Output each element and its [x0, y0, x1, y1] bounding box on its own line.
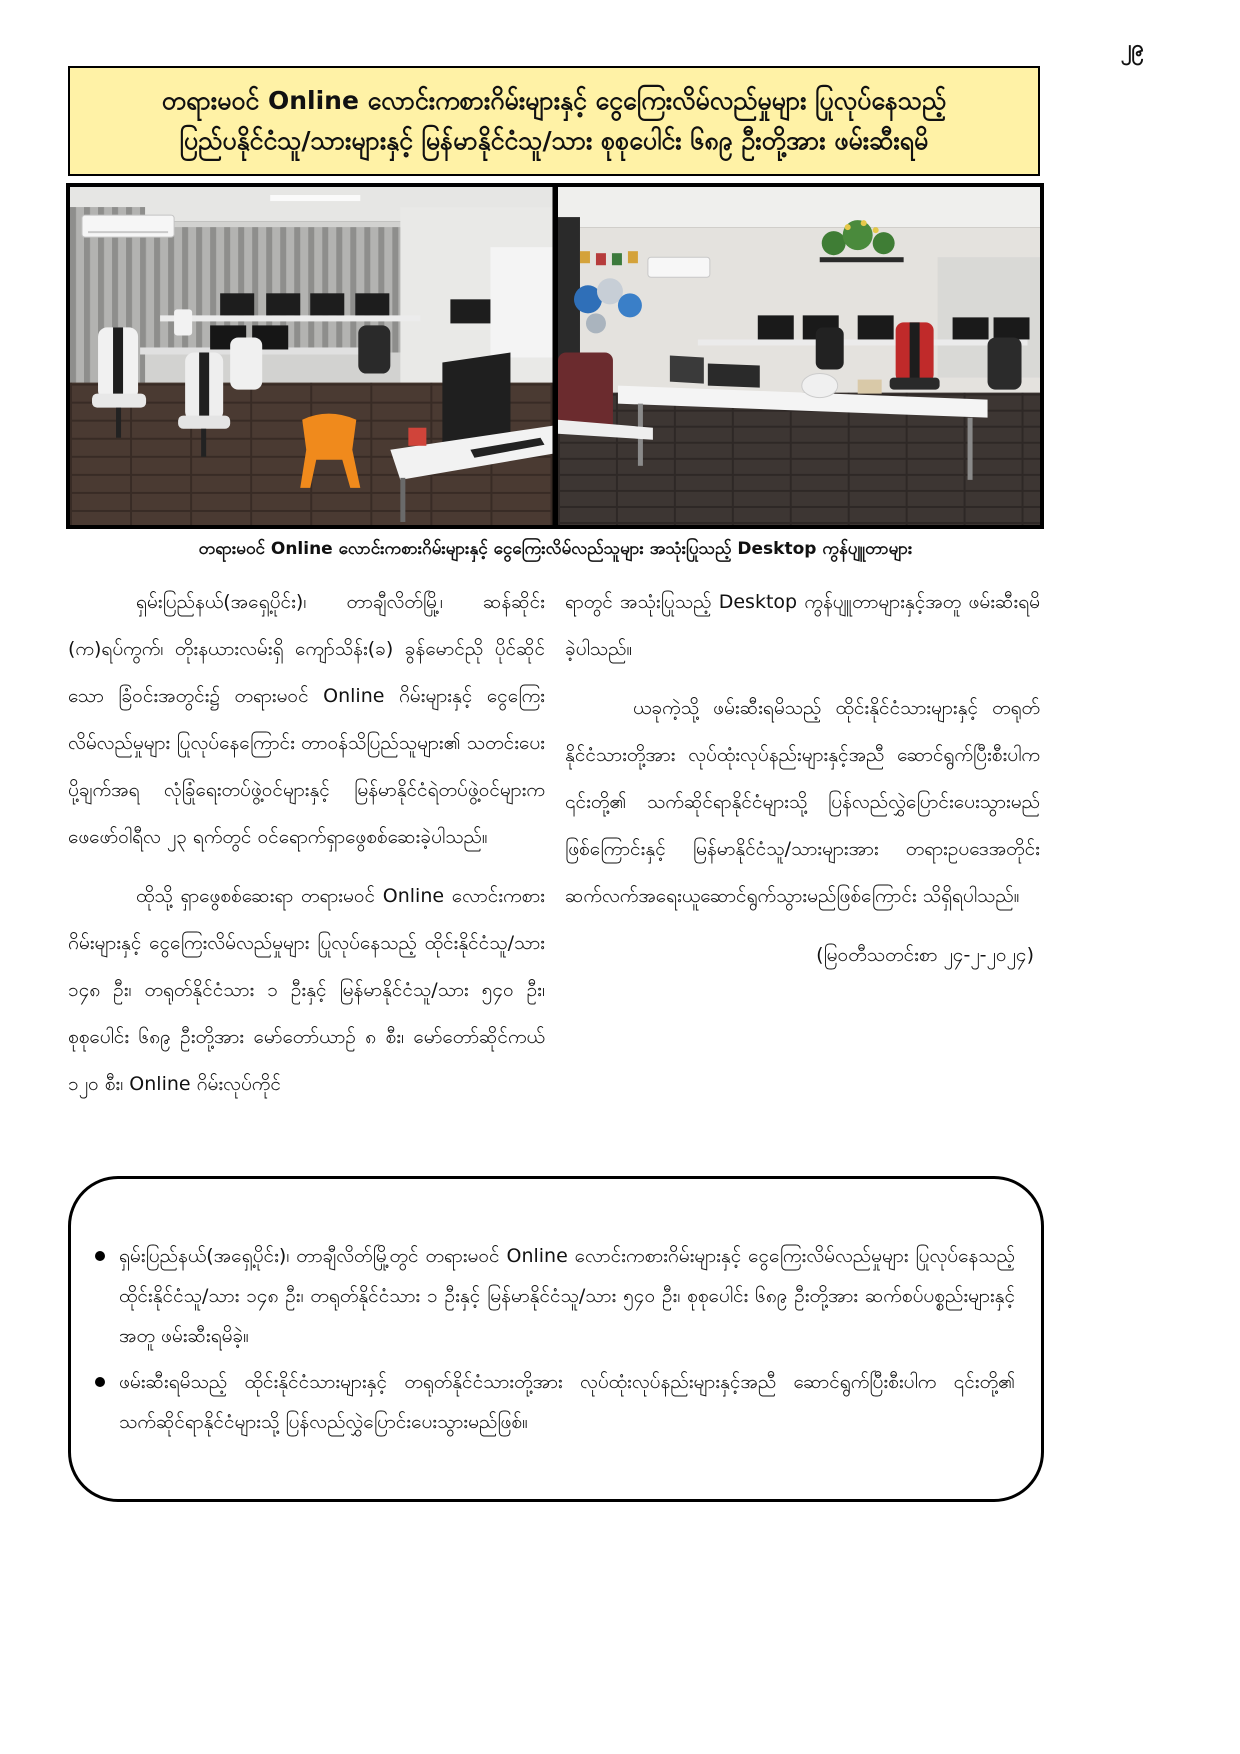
summary-box: [68, 1176, 1044, 1502]
balloon: [617, 293, 641, 317]
chair-stripe: [113, 327, 123, 399]
chair-backrest: [358, 325, 390, 373]
window: [490, 247, 552, 357]
monitor: [757, 315, 793, 339]
plant: [872, 232, 894, 254]
article-right-column: [565, 579, 1040, 1169]
article-left-column: [68, 579, 545, 1169]
summary-item: [95, 1362, 1015, 1442]
air-conditioner-vent: [88, 231, 168, 233]
chair-base: [116, 408, 121, 438]
headline-line-1: တရားမဝင် Online လောင်းကစားဂိမ်းများနှင့် ငွေကြေးလိမ်လည်မှုများ ပြုလုပ်နေသည့်: [161, 86, 947, 115]
headline-box: [68, 66, 1040, 176]
article-paragraph: ရှမ်းပြည်နယ်(အရှေ့ပိုင်း)၊ တာချီလိတ်မြို့၊ ဆန်ဆိုင်း (က)ရပ်ကွက်၊ တိုးနယားလမ်းရှိ ကျော်သိန်း(ခ) ခွန်မောင်ညို ပိုင်ဆိုင်သော ခြံဝင်းအတွင်း၌ တရားမဝင် Online ဂိမ်းများနှင့် ငွေကြေးလိမ်လည်မှုများ ပြုလုပ်နေကြောင်း တာဝန်သိပြည်သူများ၏ သတင်းပေးပို့ချက်အရ လုံခြုံရေးတပ်ဖွဲ့ဝင်များနှင့် မြန်မာနိုင်ငံရဲတပ်ဖွဲ့ဝင်များက ဖေဖော်ဝါရီလ ၂၃ ရက်တွင် ဝင်ရောက်ရှာဖွေစစ်ဆေးခဲ့ပါသည်။: [68, 591, 545, 848]
red-chair-seat: [889, 378, 939, 390]
article-paragraph: ယခုကဲ့သို့ ဖမ်းဆီးရမိသည့် ထိုင်းနိုင်ငံသားများနှင့် တရုတ်နိုင်ငံသားတို့အား လုပ်ထုံးလုပ်နည်းများနှင့်အညီ ဆောင်ရွက်ပြီးစီးပါက ၎င်းတို့၏ သက်ဆိုင်ရာနိုင်ငံများသို့ ပြန်လည်လွှဲပြောင်းပေးသွားမည်ဖြစ်ကြောင်းနှင့် မြန်မာနိုင်ငံသူ/သားများအား တရားဥပဒေအတိုင်း ဆက်လက်အရေးယူဆောင်ရွက်သွားမည်ဖြစ်ကြောင်း သိရှိရပါသည်။: [565, 697, 1040, 907]
laptop: [669, 355, 703, 383]
office-photo-right: [558, 187, 1041, 525]
snack-bag: [408, 428, 426, 446]
monitor: [857, 315, 893, 339]
flower: [844, 224, 850, 230]
chair-stripe: [199, 352, 209, 420]
bullet-marker: [95, 1251, 105, 1261]
chair-seat: [92, 394, 146, 408]
monitor: [266, 293, 300, 315]
bunting: [627, 251, 637, 263]
ceiling: [558, 187, 1041, 227]
article-paragraph: ထိုသို့ ရှာဖွေစစ်ဆေးရာ တရားမဝင် Online လောင်းကစားဂိမ်းများနှင့် ငွေကြေးလိမ်လည်မှုများ ပြုလုပ်နေသည့် ထိုင်းနိုင်ငံသူ/သား ၁၄၈ ဦး၊ တရုတ်နိုင်ငံသား ၁ ဦးနှင့် မြန်မာနိုင်ငံသူ/သား ၅၄၀ ဦး၊ စုစုပေါင်း ၆၈၉ ဦးတို့အား မော်တော်ယာဉ် ၈ စီး၊ မော်တော်ဆိုင်ကယ် ၁၂၀ စီး၊ Online ဂိမ်းလုပ်ကိုင်: [68, 885, 545, 1095]
chair-seat: [178, 416, 230, 429]
photo-left: [70, 187, 553, 525]
chair-backrest: [987, 337, 1021, 389]
summary-text: ဖမ်းဆီးရမိသည့် ထိုင်းနိုင်ငံသားများနှင့် တရုတ်နိုင်ငံသားတို့အား လုပ်ထုံးလုပ်နည်းများနှင့်အညီ ဆောင်ရွက်ပြီးစီးပါက ၎င်းတို့၏ သက်ဆိုင်ရာနိုင်ငံများသို့ ပြန်လည်လွှဲပြောင်းပေးသွားမည်ဖြစ်။: [119, 1371, 1015, 1433]
bunting: [579, 251, 589, 263]
chair-base: [201, 429, 206, 457]
headline-line-2: ပြည်ပနိုင်ငံသူ/သားများနှင့် မြန်မာနိုင်ငံသူ/သား စုစုပေါင်း ၆၈၉ ဦးတို့အား ဖမ်းဆီးရမိ: [179, 126, 929, 155]
monitor: [952, 317, 988, 339]
flower: [860, 220, 866, 226]
page-number: ၂၉: [1120, 36, 1144, 61]
air-conditioner: [82, 215, 174, 237]
monitor: [220, 293, 254, 315]
desk-leg: [400, 478, 405, 522]
desk-back-row: [160, 315, 420, 321]
photo-right: [558, 187, 1041, 525]
red-chair-stripe: [909, 322, 919, 382]
laptop: [707, 364, 759, 388]
monitor: [450, 299, 490, 323]
water-bottle: [174, 309, 192, 335]
ceiling-light: [270, 195, 360, 201]
air-conditioner: [647, 257, 709, 277]
photo-frame: [66, 183, 1044, 529]
plant: [821, 231, 845, 255]
chair-backrest: [815, 327, 843, 369]
photo-caption: တရားမဝင် Online လောင်းကစားဂိမ်းများနှင့် ငွေကြေးလိမ်လည်သူများ အသုံးပြုသည့် Desktop ကွန်ပျူတာများ: [198, 539, 913, 559]
desk-leg: [967, 418, 972, 480]
office-photo-left: [70, 187, 553, 525]
monitor: [310, 293, 344, 315]
summary-item: [95, 1236, 1015, 1356]
monitor: [355, 293, 389, 315]
article-source: (မြဝတီသတင်းစာ ၂၄-၂-၂၀၂၄): [816, 944, 1034, 966]
summary-text: ရှမ်းပြည်နယ်(အရှေ့ပိုင်း)၊ တာချီလိတ်မြို့တွင် တရားမဝင် Online လောင်းကစားဂိမ်းများနှင့် ငွေကြေးလိမ်လည်မှုများ ပြုလုပ်နေသည့် ထိုင်းနိုင်ငံသူ/သား ၁၄၈ ဦး၊ တရုတ်နိုင်ငံသား ၁ ဦးနှင့် မြန်မာနိုင်ငံသူ/သား ၅၄၀ ဦး၊ စုစုပေါင်း ၆၈၉ ဦးတို့အား ဆက်စပ်ပစ္စည်းများနှင့်အတူ ဖမ်းဆီးရမိခဲ့။: [119, 1245, 1015, 1347]
balloon: [585, 313, 605, 333]
monitor: [993, 317, 1029, 339]
desk-back-row: [697, 339, 1027, 345]
plastic-bag: [801, 374, 837, 398]
bunting: [611, 253, 621, 265]
bullet-marker: [95, 1377, 105, 1387]
bunting: [595, 253, 605, 265]
container: [857, 380, 881, 394]
chair-backrest: [230, 337, 262, 389]
article-paragraph-continuation: ရာတွင် အသုံးပြုသည့် Desktop ကွန်ပျူတာများနှင့်အတူ ဖမ်းဆီးရမိခဲ့ပါသည်။: [565, 591, 1040, 660]
wall-shelf: [819, 257, 903, 262]
flower: [872, 227, 878, 233]
